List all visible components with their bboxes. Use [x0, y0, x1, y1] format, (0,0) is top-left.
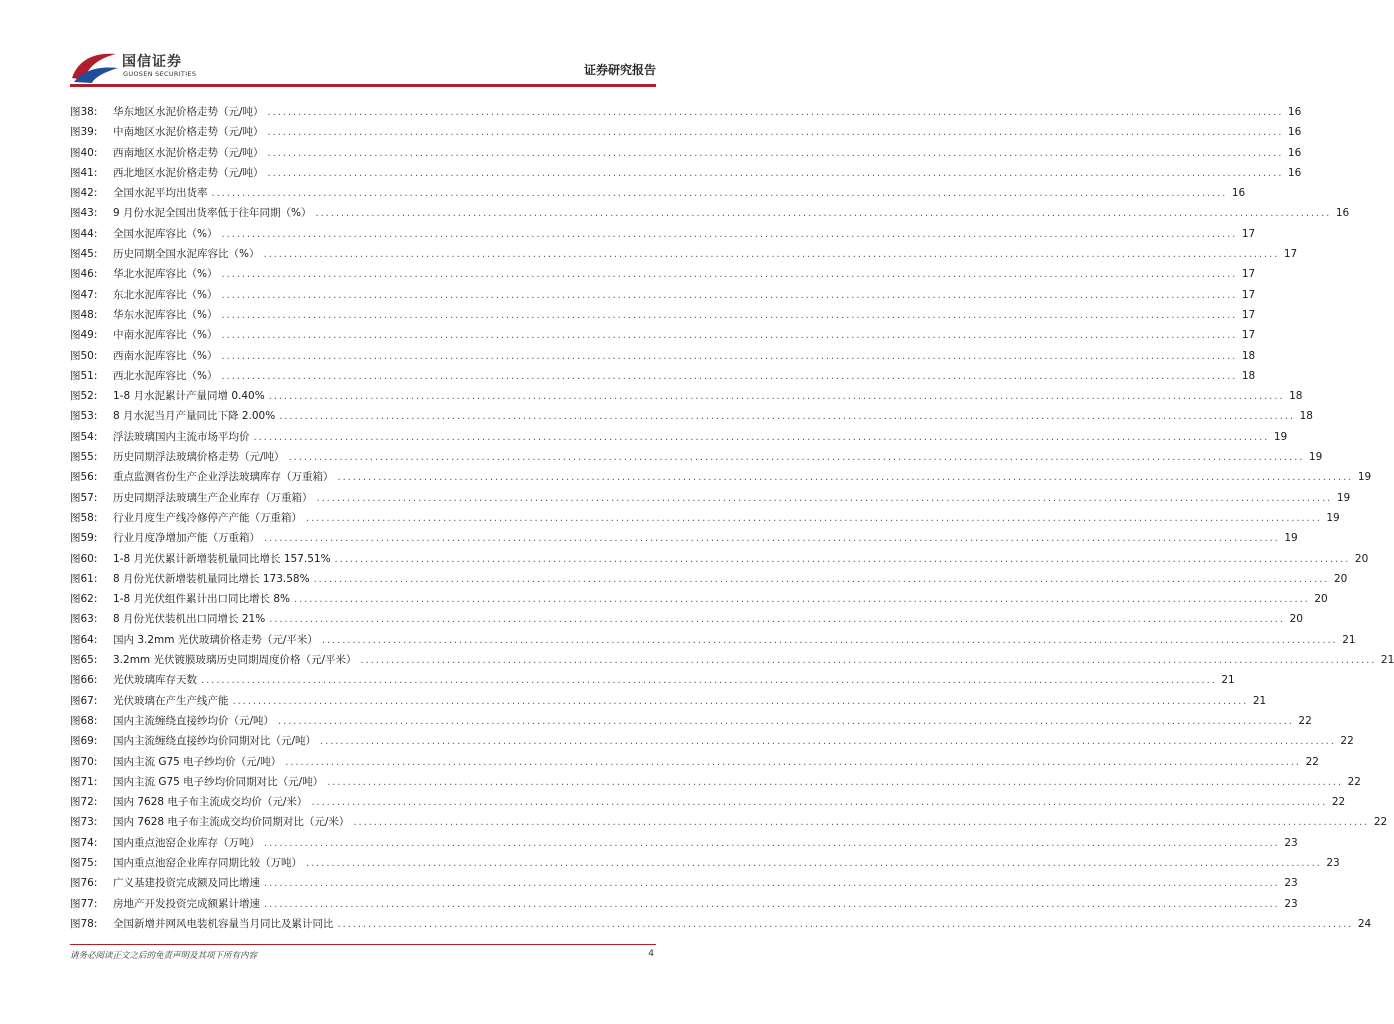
toc-entry[interactable]: [70, 224, 1256, 244]
dot-leader: ........................................................................................................................................................................................................: [221, 309, 1238, 321]
figure-title: 浮法玻璃国内主流市场平均价: [113, 430, 250, 443]
figure-page-number: 20: [1289, 613, 1303, 626]
toc-entry[interactable]: [70, 143, 1302, 163]
figure-number: 图66:: [70, 674, 98, 687]
logo-mark-icon: [70, 50, 120, 84]
figure-title: 东北水泥库容比（%）: [113, 288, 218, 301]
figure-number: 图48:: [70, 308, 98, 321]
figure-page-number: 21: [1221, 674, 1235, 687]
dot-leader: ........................................................................................................................................................................................................: [285, 756, 1301, 768]
figure-page-number: 24: [1357, 917, 1372, 930]
dot-leader: ........................................................................................................................................................................................................: [337, 918, 1354, 930]
toc-entry[interactable]: [70, 894, 1298, 914]
report-type-label: 证券研究报告: [583, 63, 656, 77]
figure-page-number: 20: [1354, 552, 1369, 565]
figure-list: [70, 102, 1394, 934]
toc-entry[interactable]: [70, 163, 1302, 183]
dot-leader: ........................................................................................................................................................................................................: [221, 350, 1238, 362]
figure-title: 3.2mm 光伏镀膜玻璃历史同期周度价格（元/平米）: [113, 654, 357, 667]
dot-leader: ........................................................................................................................................................................................................: [279, 411, 1295, 423]
figure-title: 西南地区水泥价格走势（元/吨）: [113, 146, 264, 159]
dot-leader: ........................................................................................................................................................................................................: [221, 330, 1238, 342]
figure-page-number: 22: [1331, 796, 1346, 809]
dot-leader: ........................................................................................................................................................................................................: [267, 127, 1284, 139]
toc-entry[interactable]: [70, 264, 1256, 284]
toc-entry[interactable]: [70, 772, 1361, 792]
figure-page-number: 21: [1342, 633, 1356, 646]
figure-number: 图51:: [70, 369, 98, 382]
figure-title: 国内 3.2mm 光伏玻璃价格走势（元/平米）: [113, 633, 318, 646]
figure-title: 国内重点池窑企业库存同期比较（万吨）: [113, 856, 302, 869]
figure-number: 图42:: [70, 187, 98, 200]
toc-entry[interactable]: [70, 873, 1298, 893]
figure-page-number: 16: [1335, 207, 1350, 220]
dot-leader: ........................................................................................................................................................................................................: [315, 208, 1332, 220]
dot-leader: ........................................................................................................................................................................................................: [337, 472, 1354, 484]
figure-title: 西北水泥库容比（%）: [113, 369, 218, 382]
figure-number: 图44:: [70, 227, 98, 240]
figure-page-number: 19: [1273, 430, 1288, 443]
logo-chinese-text: 国信证券: [122, 54, 182, 70]
figure-title: 历史同期全国水泥库容比（%）: [113, 248, 260, 261]
toc-entry[interactable]: [70, 833, 1298, 853]
toc-entry[interactable]: [70, 122, 1302, 142]
toc-entry[interactable]: [70, 609, 1303, 629]
figure-title: 行业月度生产线冷修停产产能（万重箱）: [113, 511, 302, 524]
figure-number: 图40:: [70, 146, 98, 159]
dot-leader: ........................................................................................................................................................................................................: [267, 107, 1284, 118]
figure-title: 中南水泥库容比（%）: [113, 329, 218, 342]
figure-title: 1-8 月光伏组件累计出口同比增长 8%: [113, 593, 290, 606]
toc-entry[interactable]: [70, 366, 1256, 386]
figure-number: 图56:: [70, 471, 98, 484]
figure-number: 图54:: [70, 430, 98, 443]
figure-page-number: 22: [1298, 714, 1312, 727]
toc-entry[interactable]: [70, 792, 1346, 812]
figure-title: 全国新增并网风电装机容量当月同比及累计同比: [113, 917, 334, 930]
figure-title: 1-8 月水泥累计产量同增 0.40%: [113, 390, 265, 403]
figure-page-number: 16: [1287, 166, 1302, 179]
figure-page-number: 16: [1287, 126, 1302, 139]
header-divider: [70, 84, 656, 87]
figure-number: 图59:: [70, 532, 98, 545]
figure-page-number: 19: [1357, 471, 1372, 484]
dot-leader: ........................................................................................................................................................................................................: [263, 249, 1280, 261]
dot-leader: ........................................................................................................................................................................................................: [306, 512, 1322, 524]
figure-page-number: 19: [1284, 532, 1298, 545]
footer-disclaimer: 请务必阅读正文之后的免责声明及其项下所有内容: [70, 951, 258, 961]
dot-leader: ........................................................................................................................................................................................................: [313, 573, 1330, 585]
figure-number: 图68:: [70, 714, 98, 727]
toc-entry[interactable]: [70, 569, 1348, 589]
toc-entry[interactable]: [70, 386, 1303, 406]
dot-leader: ........................................................................................................................................................................................................: [221, 289, 1238, 301]
figure-number: 图53:: [70, 410, 98, 423]
figure-title: 中南地区水泥价格走势（元/吨）: [113, 126, 264, 139]
logo-english-text: GUOSEN SECURITIES: [123, 70, 197, 78]
figure-title: 国内主流缠绕直接纱均价同期对比（元/吨）: [113, 735, 317, 748]
figure-page-number: 21: [1252, 694, 1267, 707]
figure-page-number: 23: [1326, 856, 1340, 869]
figure-title: 华东水泥库容比（%）: [113, 308, 218, 321]
toc-entry[interactable]: [70, 285, 1256, 305]
dot-leader: ........................................................................................................................................................................................................: [221, 269, 1238, 281]
figure-number: 图45:: [70, 248, 98, 261]
figure-number: 图41:: [70, 166, 98, 179]
figure-number: 图57:: [70, 491, 98, 504]
figure-title: 国内主流 G75 电子纱均价（元/吨）: [113, 755, 282, 768]
toc-entry[interactable]: [70, 346, 1256, 366]
dot-leader: ........................................................................................................................................................................................................: [334, 553, 1351, 565]
dot-leader: ........................................................................................................................................................................................................: [320, 736, 1336, 748]
toc-entry[interactable]: [70, 203, 1350, 223]
figure-page-number: 16: [1287, 106, 1302, 118]
toc-entry[interactable]: [70, 244, 1298, 264]
figure-number: 图43:: [70, 207, 98, 220]
guosen-logo: [70, 50, 200, 84]
toc-entry[interactable]: [70, 447, 1323, 467]
dot-leader: ........................................................................................................................................................................................................: [321, 634, 1338, 646]
figure-number: 图39:: [70, 126, 98, 139]
dot-leader: ........................................................................................................................................................................................................: [264, 898, 1280, 910]
figure-title: 国内 7628 电子布主流成交均价（元/米）: [113, 796, 308, 809]
toc-entry[interactable]: [70, 488, 1351, 508]
dot-leader: ........................................................................................................................................................................................................: [264, 533, 1280, 545]
figure-title: 国内主流 G75 电子纱均价同期对比（元/吨）: [113, 775, 324, 788]
figure-page-number: 17: [1241, 308, 1256, 321]
dot-leader: ........................................................................................................................................................................................................: [221, 228, 1238, 240]
figure-page-number: 23: [1284, 836, 1298, 849]
figure-number: 图62:: [70, 593, 98, 606]
figure-title: 9 月份水泥全国出货率低于往年同期（%）: [113, 207, 312, 220]
figure-number: 图78:: [70, 917, 98, 930]
figure-title: 历史同期浮法玻璃生产企业库存（万重箱）: [113, 491, 313, 504]
figure-title: 1-8 月光伏累计新增装机量同比增长 157.51%: [113, 552, 331, 565]
figure-number: 图49:: [70, 329, 98, 342]
toc-entry[interactable]: [70, 812, 1388, 832]
figure-title: 华北水泥库容比（%）: [113, 268, 218, 281]
figure-page-number: 17: [1241, 288, 1256, 301]
toc-entry[interactable]: [70, 508, 1340, 528]
toc-entry[interactable]: [70, 549, 1369, 569]
figure-number: 图55:: [70, 451, 98, 464]
figure-number: 图72:: [70, 796, 98, 809]
toc-entry[interactable]: [70, 711, 1312, 731]
figure-title: 全国水泥库容比（%）: [113, 227, 218, 240]
figure-number: 图70:: [70, 755, 98, 768]
dot-leader: ........................................................................................................................................................................................................: [293, 594, 1310, 606]
toc-entry[interactable]: [70, 528, 1298, 548]
figure-page-number: 18: [1241, 349, 1256, 362]
figure-number: 图46:: [70, 268, 98, 281]
figure-page-number: 21: [1380, 654, 1394, 667]
figure-number: 图73:: [70, 816, 98, 829]
figure-number: 图64:: [70, 633, 98, 646]
dot-leader: ........................................................................................................................................................................................................: [360, 655, 1377, 667]
figure-page-number: 17: [1241, 268, 1256, 281]
figure-page-number: 19: [1308, 451, 1323, 464]
dot-leader: ........................................................................................................................................................................................................: [253, 431, 1270, 443]
figure-title: 8 月份光伏新增装机量同比增长 173.58%: [113, 572, 310, 585]
footer-divider: [70, 944, 656, 945]
figure-page-number: 23: [1284, 897, 1298, 910]
dot-leader: ........................................................................................................................................................................................................: [232, 695, 1249, 707]
toc-entry[interactable]: [70, 467, 1372, 487]
dot-leader: ........................................................................................................................................................................................................: [267, 147, 1284, 159]
figure-title: 国内重点池窑企业库存（万吨）: [113, 836, 260, 849]
toc-entry[interactable]: [70, 305, 1256, 325]
toc-entry[interactable]: [70, 731, 1354, 751]
figure-number: 图74:: [70, 836, 98, 849]
toc-entry[interactable]: [70, 630, 1356, 650]
figure-page-number: 18: [1299, 410, 1313, 423]
figure-page-number: 22: [1347, 775, 1361, 788]
figure-number: 图67:: [70, 694, 98, 707]
toc-entry[interactable]: [70, 325, 1256, 345]
toc-entry[interactable]: [70, 406, 1313, 426]
figure-title: 国内主流缠绕直接纱均价（元/吨）: [113, 714, 275, 727]
dot-leader: ........................................................................................................................................................................................................: [278, 715, 1294, 727]
dot-leader: ........................................................................................................................................................................................................: [264, 837, 1280, 849]
figure-page-number: 20: [1314, 593, 1328, 606]
figure-title: 华东地区水泥价格走势（元/吨）: [113, 106, 264, 118]
dot-leader: ........................................................................................................................................................................................................: [316, 492, 1333, 504]
figure-page-number: 16: [1231, 187, 1246, 200]
figure-number: 图60:: [70, 552, 98, 565]
figure-title: 西南水泥库容比（%）: [113, 349, 218, 362]
figure-title: 历史同期浮法玻璃价格走势（元/吨）: [113, 451, 285, 464]
figure-number: 图50:: [70, 349, 98, 362]
figure-number: 图69:: [70, 735, 98, 748]
figure-title: 8 月水泥当月产量同比下降 2.00%: [113, 410, 276, 423]
toc-entry[interactable]: [70, 183, 1246, 203]
figure-page-number: 22: [1340, 735, 1354, 748]
figure-number: 图58:: [70, 511, 98, 524]
figure-page-number: 20: [1333, 572, 1348, 585]
figure-page-number: 18: [1241, 369, 1256, 382]
figure-page-number: 19: [1336, 491, 1351, 504]
toc-entry[interactable]: [70, 670, 1235, 690]
page-number: 4: [648, 949, 654, 959]
figure-title: 光伏玻璃库存天数: [113, 674, 197, 687]
figure-page-number: 17: [1283, 248, 1298, 261]
dot-leader: ........................................................................................................................................................................................................: [288, 452, 1305, 464]
figure-page-number: 16: [1287, 146, 1302, 159]
toc-entry[interactable]: [70, 589, 1328, 609]
figure-page-number: 23: [1284, 877, 1298, 890]
toc-entry[interactable]: [70, 427, 1288, 447]
figure-number: 图52:: [70, 390, 98, 403]
figure-page-number: 19: [1326, 511, 1340, 524]
figure-number: 图77:: [70, 897, 98, 910]
dot-leader: ........................................................................................................................................................................................................: [269, 614, 1285, 626]
figure-page-number: 17: [1241, 329, 1256, 342]
toc-entry[interactable]: [70, 752, 1319, 772]
figure-title: 广义基建投资完成额及同比增速: [113, 877, 260, 890]
dot-leader: ........................................................................................................................................................................................................: [267, 167, 1284, 179]
figure-number: 图71:: [70, 775, 98, 788]
figure-title: 房地产开发投资完成额累计增速: [113, 897, 260, 910]
dot-leader: ........................................................................................................................................................................................................: [327, 776, 1343, 788]
figure-title: 国内 7628 电子布主流成交均价同期对比（元/米）: [113, 816, 350, 829]
toc-entry[interactable]: [70, 102, 1302, 122]
figure-page-number: 18: [1289, 390, 1303, 403]
dot-leader: ........................................................................................................................................................................................................: [264, 878, 1280, 890]
dot-leader: ........................................................................................................................................................................................................: [221, 370, 1238, 382]
figure-number: 图61:: [70, 572, 98, 585]
figure-page-number: 22: [1305, 755, 1319, 768]
dot-leader: ........................................................................................................................................................................................................: [311, 797, 1328, 809]
figure-number: 图75:: [70, 856, 98, 869]
figure-title: 全国水泥平均出货率: [113, 187, 208, 200]
dot-leader: ........................................................................................................................................................................................................: [201, 675, 1217, 687]
figure-number: 图47:: [70, 288, 98, 301]
dot-leader: ........................................................................................................................................................................................................: [268, 391, 1285, 403]
figure-number: 图63:: [70, 613, 98, 626]
figure-title: 重点监测省份生产企业浮法玻璃库存（万重箱）: [113, 471, 334, 484]
figure-title: 西北地区水泥价格走势（元/吨）: [113, 166, 264, 179]
dot-leader: ........................................................................................................................................................................................................: [306, 857, 1322, 869]
figure-title: 行业月度净增加产能（万重箱）: [113, 532, 260, 545]
toc-entry[interactable]: [70, 853, 1340, 873]
toc-entry[interactable]: [70, 691, 1267, 711]
toc-entry[interactable]: [70, 914, 1372, 934]
figure-number: 图38:: [70, 106, 98, 118]
page-header: [0, 0, 724, 88]
toc-entry[interactable]: [70, 650, 1394, 670]
figure-title: 8 月份光伏装机出口同增长 21%: [113, 613, 266, 626]
figure-page-number: 17: [1241, 227, 1256, 240]
figure-page-number: 22: [1373, 816, 1388, 829]
figure-number: 图76:: [70, 877, 98, 890]
figure-title: 光伏玻璃在产生产线产能: [113, 694, 229, 707]
dot-leader: ........................................................................................................................................................................................................: [211, 188, 1228, 200]
figure-number: 图65:: [70, 654, 98, 667]
dot-leader: ........................................................................................................................................................................................................: [353, 817, 1370, 829]
